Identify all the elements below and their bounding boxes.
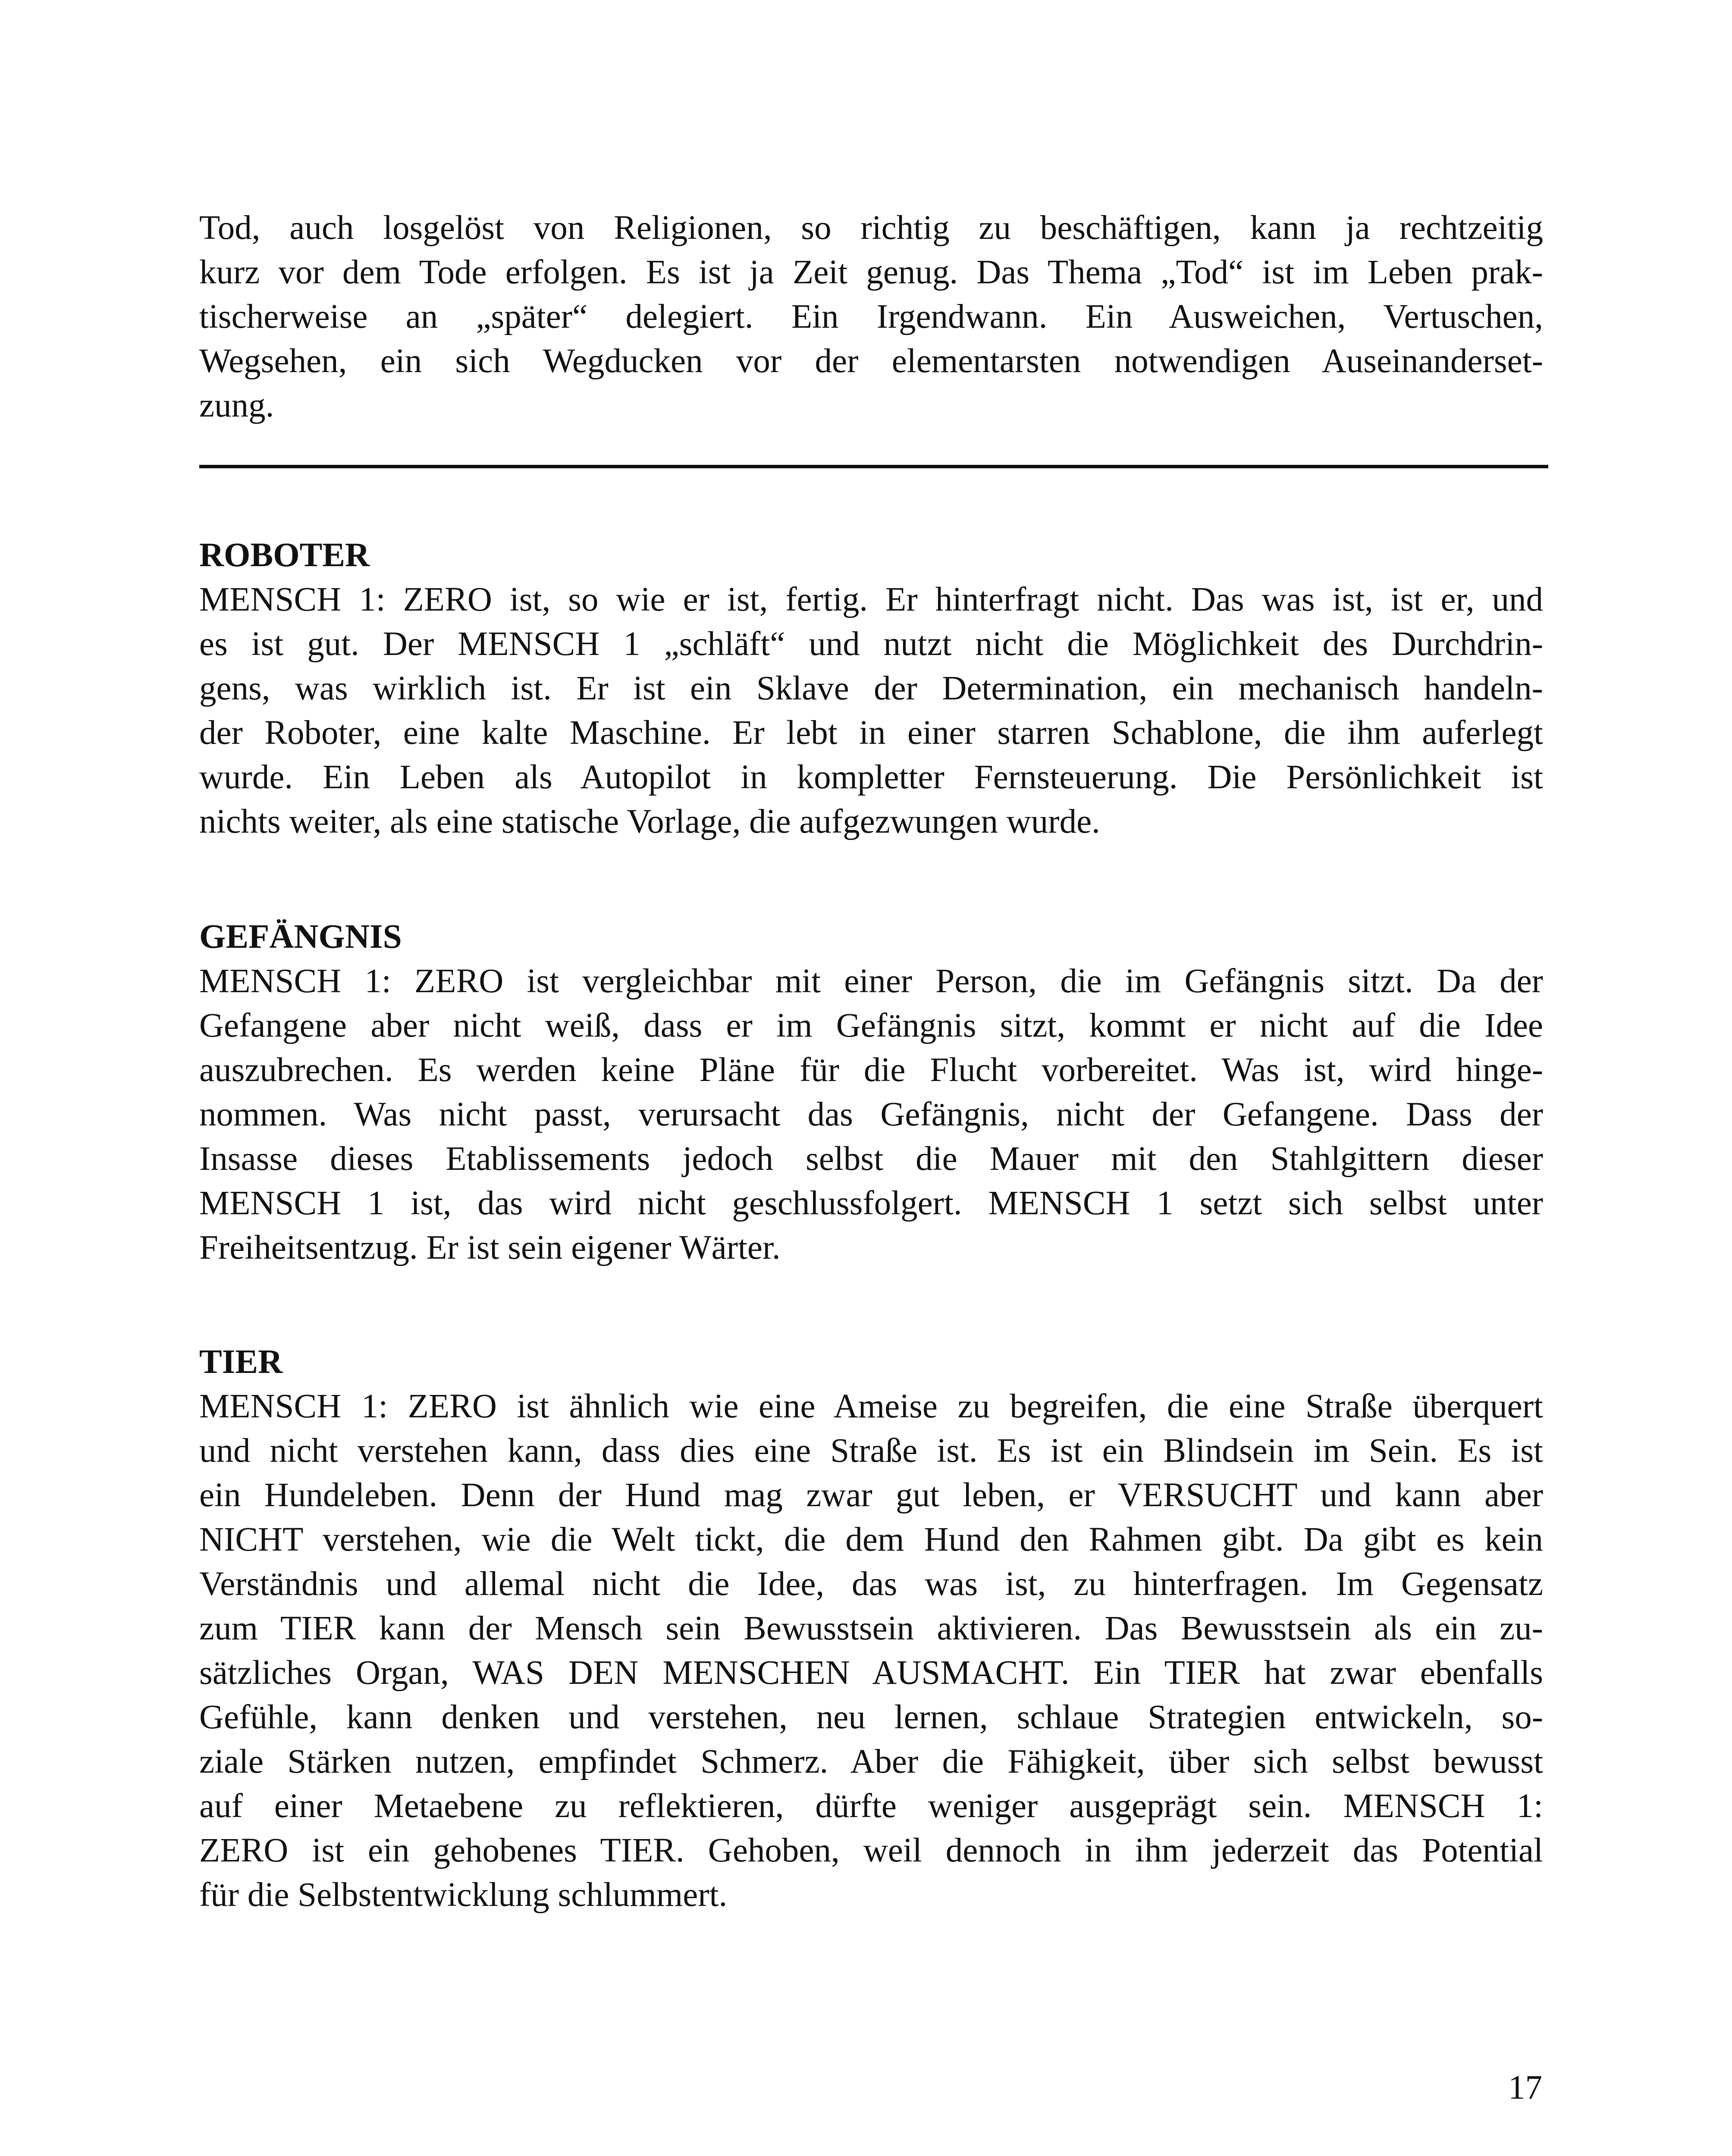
text-line: für die Selbstentwicklung schlummert. — [199, 1876, 728, 1914]
section-heading: TIER — [199, 1343, 283, 1381]
text-line: nichts weiter, als eine statische Vorlage, die aufgezwungen wurde. — [199, 803, 1100, 840]
text-line: tischerweise an „später“ delegiert. Ein Irgendwann. Ein Ausweichen, Vertuschen, — [199, 298, 1543, 335]
text-line: zum TIER kann der Mensch sein Bewusstsein aktivieren. Das Bewusstsein als ein zu- — [199, 1610, 1543, 1647]
text-line: MENSCH 1: ZERO ist vergleichbar mit einer Person, die im Gefängnis sitzt. Da der — [199, 962, 1543, 1000]
text-line: NICHT verstehen, wie die Welt tickt, die dem Hund den Rahmen gibt. Da gibt es kein — [199, 1521, 1543, 1558]
text-line: Gefangene aber nicht weiß, dass er im Gefängnis sitzt, kommt er nicht auf die Idee — [199, 1007, 1543, 1044]
text-line: auszubrechen. Es werden keine Pläne für die Flucht vorbereitet. Was ist, wird hinge- — [199, 1051, 1543, 1089]
intro-paragraph — [199, 206, 1543, 428]
text-line: ZERO ist ein gehobenes TIER. Gehoben, weil dennoch in ihm jederzeit das Potential — [199, 1832, 1543, 1869]
text-line: MENSCH 1: ZERO ist ähnlich wie eine Ameise zu begreifen, die eine Straße überquert — [199, 1388, 1543, 1425]
text-line: es ist gut. Der MENSCH 1 „schläft“ und nutzt nicht die Möglichkeit des Durchdrin- — [199, 625, 1543, 663]
text-line: zung. — [199, 387, 274, 424]
page-number: 17 — [1508, 2069, 1542, 2106]
text-line: ein Hundeleben. Denn der Hund mag zwar gut leben, er VERSUCHT und kann aber — [199, 1476, 1543, 1514]
section-gefaengnis — [199, 915, 1543, 1270]
section-heading: GEFÄNGNIS — [199, 918, 402, 956]
text-line: wurde. Ein Leben als Autopilot in kompletter Fernsteuerung. Die Persönlichkeit ist — [199, 758, 1543, 796]
section-roboter — [199, 533, 1543, 844]
text-line: Wegsehen, ein sich Wegducken vor der elementarsten notwendigen Auseinanderset- — [199, 342, 1543, 380]
text-line: Gefühle, kann denken und verstehen, neu lernen, schlaue Strategien entwickeln, so- — [199, 1698, 1543, 1736]
section-body — [199, 959, 1543, 1270]
text-line: MENSCH 1 ist, das wird nicht geschlussfolgert. MENSCH 1 setzt sich selbst unter — [199, 1185, 1543, 1222]
text-line: nommen. Was nicht passt, verursacht das Gefängnis, nicht der Gefangene. Dass der — [199, 1096, 1543, 1133]
text-line: kurz vor dem Tode erfolgen. Es ist ja Zeit genug. Das Thema „Tod“ ist im Leben prak- — [199, 254, 1543, 291]
section-divider — [199, 465, 1548, 468]
text-line: ziale Stärken nutzen, empfindet Schmerz. Aber die Fähigkeit, über sich selbst bewusst — [199, 1743, 1543, 1780]
section-body — [199, 1384, 1543, 1917]
section-body — [199, 577, 1543, 844]
text-line: Insasse dieses Etablissements jedoch selbst die Mauer mit den Stahlgittern dieser — [199, 1140, 1543, 1178]
text-line: Tod, auch losgelöst von Religionen, so richtig zu beschäftigen, kann ja rechtzeitig — [199, 209, 1543, 247]
section-tier — [199, 1340, 1543, 1917]
text-line: Verständnis und allemal nicht die Idee, das was ist, zu hinterfragen. Im Gegensatz — [199, 1565, 1543, 1603]
text-line: der Roboter, eine kalte Maschine. Er lebt in einer starren Schablone, die ihm auferlegt — [199, 714, 1543, 752]
section-heading: ROBOTER — [199, 536, 370, 574]
text-line: und nicht verstehen kann, dass dies eine Straße ist. Es ist ein Blindsein im Sein. Es ist — [199, 1432, 1543, 1470]
text-line: sätzliches Organ, WAS DEN MENSCHEN AUSMACHT. Ein TIER hat zwar ebenfalls — [199, 1654, 1543, 1692]
text-line: auf einer Metaebene zu reflektieren, dürfte weniger ausgeprägt sein. MENSCH 1: — [199, 1787, 1543, 1825]
text-line: gens, was wirklich ist. Er ist ein Sklave der Determination, ein mechanisch handeln- — [199, 670, 1543, 707]
text-line: MENSCH 1: ZERO ist, so wie er ist, fertig. Er hinterfragt nicht. Das was ist, ist er, und — [199, 581, 1543, 618]
text-line: Freiheitsentzug. Er ist sein eigener Wärter. — [199, 1229, 781, 1266]
